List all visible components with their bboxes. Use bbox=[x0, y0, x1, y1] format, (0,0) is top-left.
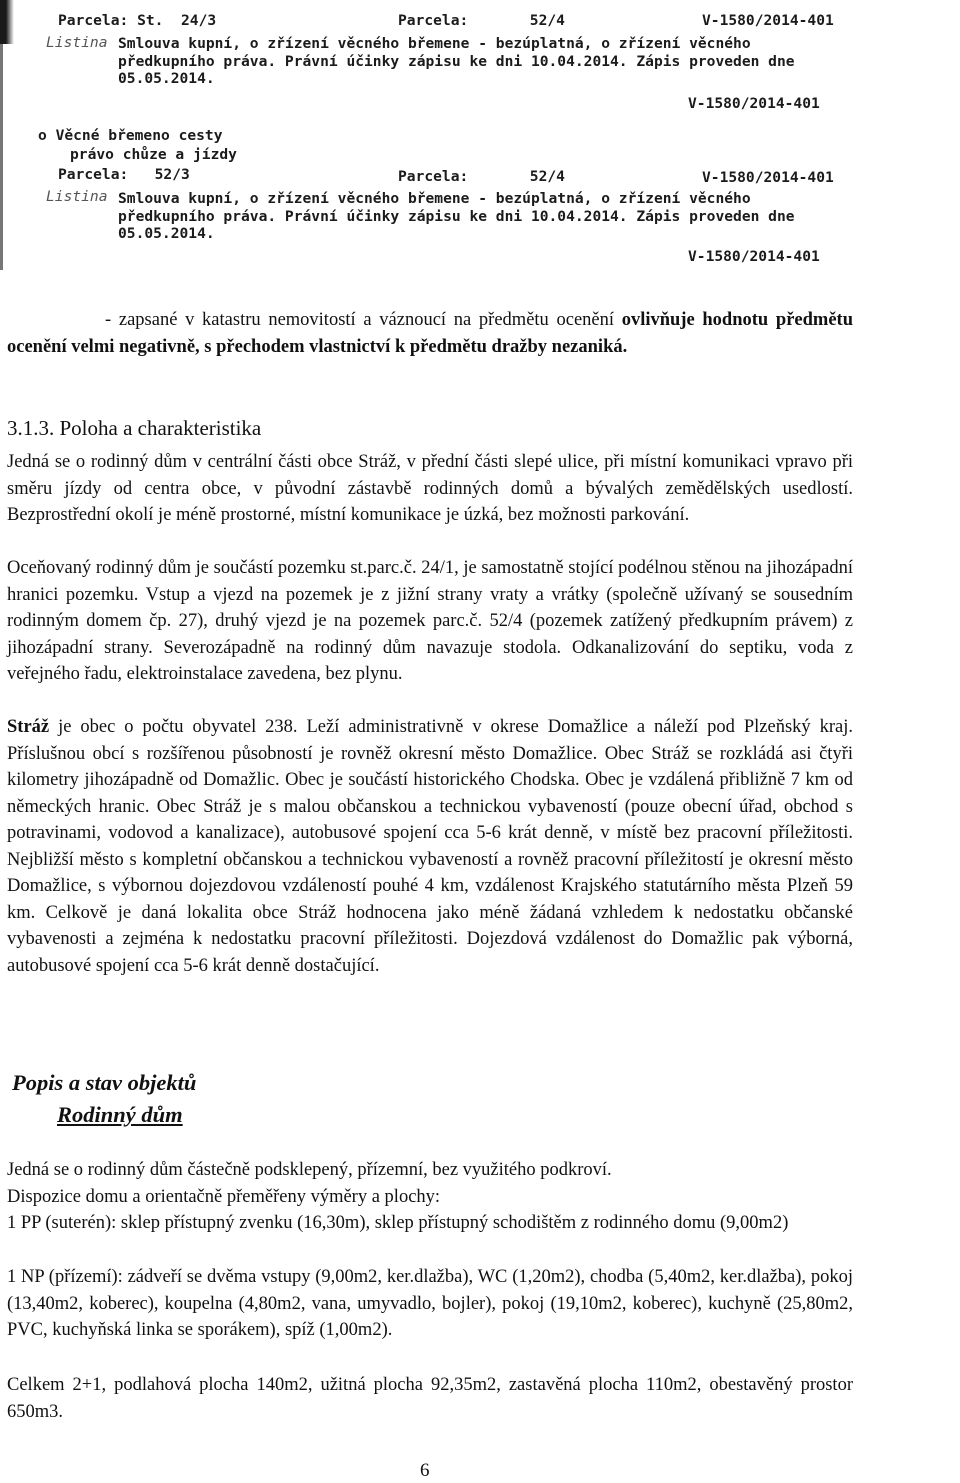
object-section-title: Popis a stav objektů bbox=[12, 1070, 197, 1095]
reference-2: V-1580/2014-401 bbox=[688, 95, 820, 112]
parcela-left-1: Parcela: St. 24/3 bbox=[58, 12, 217, 29]
object-line-2: Dispozice domu a orientačně přeměřeny výměry a plochy: bbox=[7, 1187, 441, 1207]
reference-4: V-1580/2014-401 bbox=[688, 248, 820, 265]
reference-3: V-1580/2014-401 bbox=[702, 169, 834, 186]
page-number: 6 bbox=[420, 1460, 430, 1481]
scan-edge-shadow bbox=[0, 0, 14, 44]
location-paragraph-2: Oceňovaný rodinný dům je součástí pozemku st.parc.č. 24/1, je samostatně stojící podélnou stěnou na jihozápadní hranici pozemku. Vstup a vjezd na pozemek je z jižní strany vraty a vrátky (společně užívaný se sousedním rodinným domem čp. 27), druhý vjezd je na pozemek parc.č. 52/4 (pozemek zatížený předkupním právem) z jihozápadní strany. Severozápadně na rodinný dům navazuje stodola. Odkanalizování do septiku, voda z veřejného řadu, elektroinstalace zavedena, bez plynu. bbox=[7, 558, 853, 684]
deed-line-6: 05.05.2014. bbox=[118, 225, 215, 242]
object-line-1: Jedná se o rodinný dům částečně podsklepený, přízemní, bez využitého podkroví. bbox=[7, 1160, 612, 1180]
reference-1: V-1580/2014-401 bbox=[702, 12, 834, 29]
burden-subtitle: právo chůze a jízdy bbox=[70, 146, 237, 163]
cadastre-scan-excerpt bbox=[0, 0, 960, 270]
deed-line-1: Smlouva kupní, o zřízení věcného břemene - bezúplatná, o zřízení věcného bbox=[118, 35, 751, 52]
parcela-right-1: Parcela: 52/4 bbox=[398, 12, 565, 29]
parcela-left-2: Parcela: 52/3 bbox=[58, 166, 190, 183]
location-paragraph-3 bbox=[7, 714, 853, 979]
deed-line-5: předkupního práva. Právní účinky zápisu ke dni 10.04.2014. Zápis proveden dne bbox=[118, 208, 795, 225]
village-name: Stráž bbox=[7, 717, 50, 737]
intro-text: - zapsané v katastru nemovitostí a váznoucí na předmětu ocenění bbox=[105, 310, 622, 330]
location-paragraph-1: Jedná se o rodinný dům v centrální části obce Stráž, v přední části slepé ulice, při místní komunikaci vpravo při směru jízdy od centra obce, v původní zástavbě rodinných domů a bývalých zemědělských usedlostí. Bezprostřední okolí je méně prostorné, místní komunikace je úzká, bez možnosti parkování. bbox=[7, 452, 853, 525]
parcela-right-2: Parcela: 52/4 bbox=[398, 168, 565, 185]
intro-paragraph bbox=[7, 307, 853, 360]
object-subtitle: Rodinný dům bbox=[57, 1102, 183, 1127]
listina-label-1: Listina bbox=[46, 34, 108, 51]
deed-line-4: Smlouva kupní, o zřízení věcného břemene - bezúplatná, o zřízení věcného bbox=[118, 190, 751, 207]
intro-bold-text: ovlivňuje hodnotu předmětu ocenění velmi negativně, s přechodem vlastnictví k předmětu dražby nezaniká. bbox=[7, 310, 853, 357]
object-summary: Celkem 2+1, podlahová plocha 140m2, užitná plocha 92,35m2, zastavěná plocha 110m2, obestavěný prostor 650m3. bbox=[7, 1375, 853, 1422]
deed-line-3: 05.05.2014. bbox=[118, 70, 215, 87]
village-description: je obec o počtu obyvatel 238. Leží administrativně v okrese Domažlice a náleží pod Plzeňský kraj. Příslušnou obcí s rozšířenou působností je rovněž okresní město Domažlice. Obec Stráž se rozkládá asi čtyři kilometry jihozápadně od Domažlic. Obec je součástí historického Chodska. Obec je vzdálená přibližně 7 km od německých hranic. Obec Stráž je s malou občanskou a technickou vybaveností (pouze obecní úřad, obchod s potravinami, vodovod a kanalizace), autobusové spojení cca 5-6 krát denně, v místě bez pracovní příležitosti. Nejbližší město s kompletní občanskou a technickou vybaveností a rovněž pracovní příležitostí je okresní město Domažlice, s výbornou dojezdovou vzdáleností pouhé 4 km, vzdálenost Krajského statutárního města Plzeň 59 km. Celkově je daná lokalita obce Stráž hodnocena jako méně žádaná vzhledem k nedostatku občanské vybavenosti a zejména k nedostatku pracovní příležitosti. Dojezdová vzdálenost do Domažlic pak výborná, autobusové spojení cca 5-6 krát denně dostačující. bbox=[7, 717, 853, 976]
burden-title: o Věcné břemeno cesty bbox=[38, 127, 223, 144]
deed-line-2: předkupního práva. Právní účinky zápisu ke dni 10.04.2014. Zápis proveden dne bbox=[118, 53, 795, 70]
section-heading: 3.1.3. Poloha a charakteristika bbox=[7, 416, 262, 440]
object-ground-floor: 1 NP (přízemí): zádveří se dvěma vstupy (9,00m2, ker.dlažba), WC (1,20m2), chodba (5,40m2, ker.dlažba), pokoj (13,40m2, koberec), koupelna (4,80m2, vana, umyvadlo, bojler), pokoj (19,10m2, koberec), kuchyně (25,80m2, PVC, kuchyňská linka se sporákem), spíž (1,00m2). bbox=[7, 1267, 853, 1340]
object-basement: 1 PP (suterén): sklep přístupný zvenku (16,30m), sklep přístupný schodištěm z rodinného domu (9,00m2) bbox=[7, 1213, 789, 1233]
listina-label-2: Listina bbox=[46, 188, 108, 205]
